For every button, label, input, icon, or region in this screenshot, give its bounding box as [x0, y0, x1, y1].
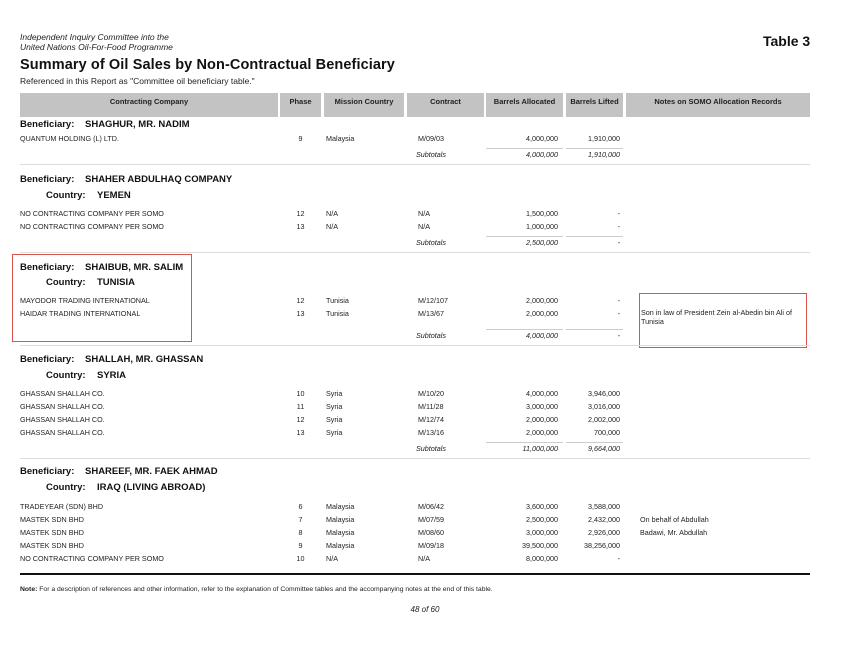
page-subtitle: Referenced in this Report as "Committee oil beneficiary table." [20, 76, 255, 86]
beneficiary-name: SHAIBUB, MR. SALIM [85, 262, 184, 273]
cell-barrels-lifted: 700,000 [594, 428, 620, 437]
cell-company: MASTEK SDN BHD [20, 515, 84, 524]
subtotal-lifted: 9,664,000 [588, 444, 620, 453]
note-text: For a description of references and other information, refer to the explanation of Committee tables and the accompanying notes at the end of this table. [39, 586, 493, 593]
organization-name [20, 32, 173, 52]
cell-phase: 13 [296, 309, 305, 318]
cell-company: GHASSAN SHALLAH CO. [20, 389, 105, 398]
cell-barrels-allocated: 2,500,000 [526, 515, 558, 524]
column-header-barrels-lifted: Barrels Lifted [566, 93, 623, 117]
subtotal-label: Subtotals [416, 331, 446, 340]
cell-phase: 7 [298, 515, 303, 524]
cell-phase: 11 [296, 402, 305, 411]
cell-barrels-allocated: 1,000,000 [526, 222, 558, 231]
cell-barrels-lifted: 38,256,000 [584, 541, 620, 550]
cell-barrels-lifted: 3,946,000 [588, 389, 620, 398]
subtotal-label: Subtotals [416, 150, 446, 159]
cell-mission-country: Tunisia [326, 296, 349, 305]
cell-barrels-allocated: 4,000,000 [526, 389, 558, 398]
cell-contract: N/A [418, 222, 430, 231]
cell-company: MAYODOR TRADING INTERNATIONAL [20, 296, 150, 305]
cell-barrels-lifted: - [617, 209, 620, 218]
group-divider [20, 458, 810, 459]
column-header-mission-country: Mission Country [324, 93, 404, 117]
cell-mission-country: N/A [326, 222, 338, 231]
cell-contract: M/13/67 [418, 309, 444, 318]
beneficiary-label: Beneficiary: [20, 354, 75, 365]
org-line-2: United Nations Oil-For-Food Programme [20, 42, 173, 52]
country-name: IRAQ (LIVING ABROAD) [97, 482, 206, 493]
cell-contract: M/12/74 [418, 415, 444, 424]
cell-barrels-allocated: 3,600,000 [526, 502, 558, 511]
cell-barrels-lifted: - [617, 222, 620, 231]
beneficiary-heading [20, 174, 232, 185]
cell-barrels-allocated: 2,000,000 [526, 309, 558, 318]
page-number: 48 of 60 [410, 605, 440, 614]
cell-contract: M/10/20 [418, 389, 444, 398]
subtotal-rule [486, 236, 563, 237]
cell-company: MASTEK SDN BHD [20, 528, 84, 537]
subtotal-lifted: 1,910,000 [588, 150, 620, 159]
subtotal-label: Subtotals [416, 444, 446, 453]
country-label: Country: [46, 190, 86, 201]
country-heading [46, 482, 205, 493]
cell-mission-country: Malaysia [326, 541, 355, 550]
column-header-barrels-allocated: Barrels Allocated [486, 93, 563, 117]
cell-mission-country: Malaysia [326, 134, 355, 143]
cell-mission-country: Malaysia [326, 502, 355, 511]
cell-barrels-allocated: 3,000,000 [526, 528, 558, 537]
cell-barrels-lifted: - [617, 554, 620, 563]
page-title: Summary of Oil Sales by Non-Contractual Beneficiary [20, 57, 395, 73]
cell-barrels-lifted: 3,016,000 [588, 402, 620, 411]
cell-barrels-lifted: 2,432,000 [588, 515, 620, 524]
cell-barrels-lifted: 2,002,000 [588, 415, 620, 424]
beneficiary-heading [20, 466, 218, 477]
org-line-1: Independent Inquiry Committee into the [20, 32, 169, 42]
cell-barrels-allocated: 8,000,000 [526, 554, 558, 563]
cell-contract: M/06/42 [418, 502, 444, 511]
subtotal-allocated: 4,000,000 [526, 150, 558, 159]
cell-mission-country: Syria [326, 389, 343, 398]
subtotal-allocated: 11,000,000 [522, 444, 558, 453]
subtotal-rule [566, 236, 623, 237]
cell-company: HAIDAR TRADING INTERNATIONAL [20, 309, 141, 318]
cell-barrels-allocated: 4,000,000 [526, 134, 558, 143]
cell-notes: On behalf of Abdullah [640, 515, 709, 524]
country-label: Country: [46, 482, 86, 493]
cell-barrels-lifted: 3,588,000 [588, 502, 620, 511]
cell-company: NO CONTRACTING COMPANY PER SOMO [20, 209, 164, 218]
cell-company: NO CONTRACTING COMPANY PER SOMO [20, 554, 164, 563]
subtotal-rule [566, 148, 623, 149]
cell-mission-country: Tunisia [326, 309, 349, 318]
table-number: Table 3 [763, 33, 811, 49]
cell-company: GHASSAN SHALLAH CO. [20, 428, 105, 437]
country-heading [46, 370, 126, 381]
column-header-phase: Phase [280, 93, 321, 117]
cell-mission-country: Malaysia [326, 515, 355, 524]
cell-barrels-lifted: - [617, 296, 620, 305]
cell-company: GHASSAN SHALLAH CO. [20, 415, 105, 424]
cell-mission-country: Syria [326, 402, 343, 411]
cell-contract: M/09/18 [418, 541, 444, 550]
cell-company: NO CONTRACTING COMPANY PER SOMO [20, 222, 164, 231]
country-heading [46, 190, 131, 201]
cell-phase: 6 [298, 502, 303, 511]
column-header-company: Contracting Company [20, 93, 278, 117]
beneficiary-name: SHAHER ABDULHAQ COMPANY [85, 174, 233, 185]
cell-phase: 12 [296, 415, 305, 424]
subtotal-lifted: - [617, 331, 620, 340]
group-divider [20, 252, 810, 253]
subtotal-lifted: - [617, 238, 620, 247]
cell-contract: M/11/28 [418, 402, 444, 411]
subtotal-rule [566, 329, 623, 330]
beneficiary-name: SHALLAH, MR. GHASSAN [85, 354, 204, 365]
group-divider [20, 164, 810, 165]
footer-note [20, 586, 493, 593]
country-name: TUNISIA [97, 277, 135, 288]
cell-contract: N/A [418, 209, 430, 218]
beneficiary-heading [20, 354, 203, 365]
subtotal-rule [566, 442, 623, 443]
cell-phase: 10 [296, 554, 305, 563]
subtotal-rule [486, 329, 563, 330]
beneficiary-heading [20, 119, 190, 130]
beneficiary-label: Beneficiary: [20, 466, 75, 477]
country-name: SYRIA [97, 370, 127, 381]
cell-phase: 12 [296, 296, 305, 305]
beneficiary-label: Beneficiary: [20, 119, 75, 130]
cell-barrels-allocated: 1,500,000 [526, 209, 558, 218]
footer-rule [20, 573, 810, 575]
column-header-contract: Contract [407, 93, 484, 117]
subtotal-label: Subtotals [416, 238, 446, 247]
beneficiary-label: Beneficiary: [20, 174, 75, 185]
cell-barrels-lifted: - [617, 309, 620, 318]
cell-contract: M/09/03 [418, 134, 444, 143]
cell-contract: M/13/16 [418, 428, 444, 437]
cell-phase: 9 [298, 134, 303, 143]
cell-contract: N/A [418, 554, 430, 563]
cell-company: GHASSAN SHALLAH CO. [20, 402, 105, 411]
beneficiary-name: SHAGHUR, MR. NADIM [85, 119, 190, 130]
cell-barrels-allocated: 3,000,000 [526, 402, 558, 411]
cell-phase: 13 [296, 428, 305, 437]
subtotal-allocated: 2,500,000 [526, 238, 558, 247]
cell-contract: M/07/59 [418, 515, 444, 524]
cell-notes: Badawi, Mr. Abdullah [640, 528, 708, 537]
group-divider [20, 345, 810, 346]
cell-contract: M/12/107 [418, 296, 448, 305]
cell-barrels-allocated: 2,000,000 [526, 428, 558, 437]
cell-phase: 13 [296, 222, 305, 231]
cell-phase: 9 [298, 541, 303, 550]
beneficiary-name: SHAREEF, MR. FAEK AHMAD [85, 466, 218, 477]
cell-company: QUANTUM HOLDING (L) LTD. [20, 134, 119, 143]
cell-phase: 10 [296, 389, 305, 398]
beneficiary-label: Beneficiary: [20, 262, 75, 273]
cell-notes: Son in law of President Zein al-Abedin bin Ali of Tunisia [641, 308, 793, 326]
cell-barrels-allocated: 39,500,000 [522, 541, 558, 550]
country-label: Country: [46, 370, 86, 381]
cell-mission-country: N/A [326, 209, 338, 218]
country-heading [46, 277, 135, 288]
cell-company: TRADEYEAR (SDN) BHD [20, 502, 104, 511]
subtotal-allocated: 4,000,000 [526, 331, 558, 340]
cell-barrels-lifted: 1,910,000 [588, 134, 620, 143]
subtotal-rule [486, 148, 563, 149]
beneficiary-heading [20, 262, 183, 273]
cell-mission-country: N/A [326, 554, 338, 563]
cell-mission-country: Syria [326, 415, 343, 424]
cell-company: MASTEK SDN BHD [20, 541, 84, 550]
cell-barrels-allocated: 2,000,000 [526, 296, 558, 305]
country-name: YEMEN [97, 190, 131, 201]
subtotal-rule [486, 442, 563, 443]
column-header-notes: Notes on SOMO Allocation Records [626, 93, 810, 117]
cell-mission-country: Malaysia [326, 528, 355, 537]
cell-contract: M/08/60 [418, 528, 444, 537]
note-label: Note: [20, 586, 38, 593]
cell-mission-country: Syria [326, 428, 343, 437]
cell-phase: 12 [296, 209, 305, 218]
cell-phase: 8 [298, 528, 303, 537]
country-label: Country: [46, 277, 86, 288]
cell-barrels-allocated: 2,000,000 [526, 415, 558, 424]
cell-barrels-lifted: 2,926,000 [588, 528, 620, 537]
